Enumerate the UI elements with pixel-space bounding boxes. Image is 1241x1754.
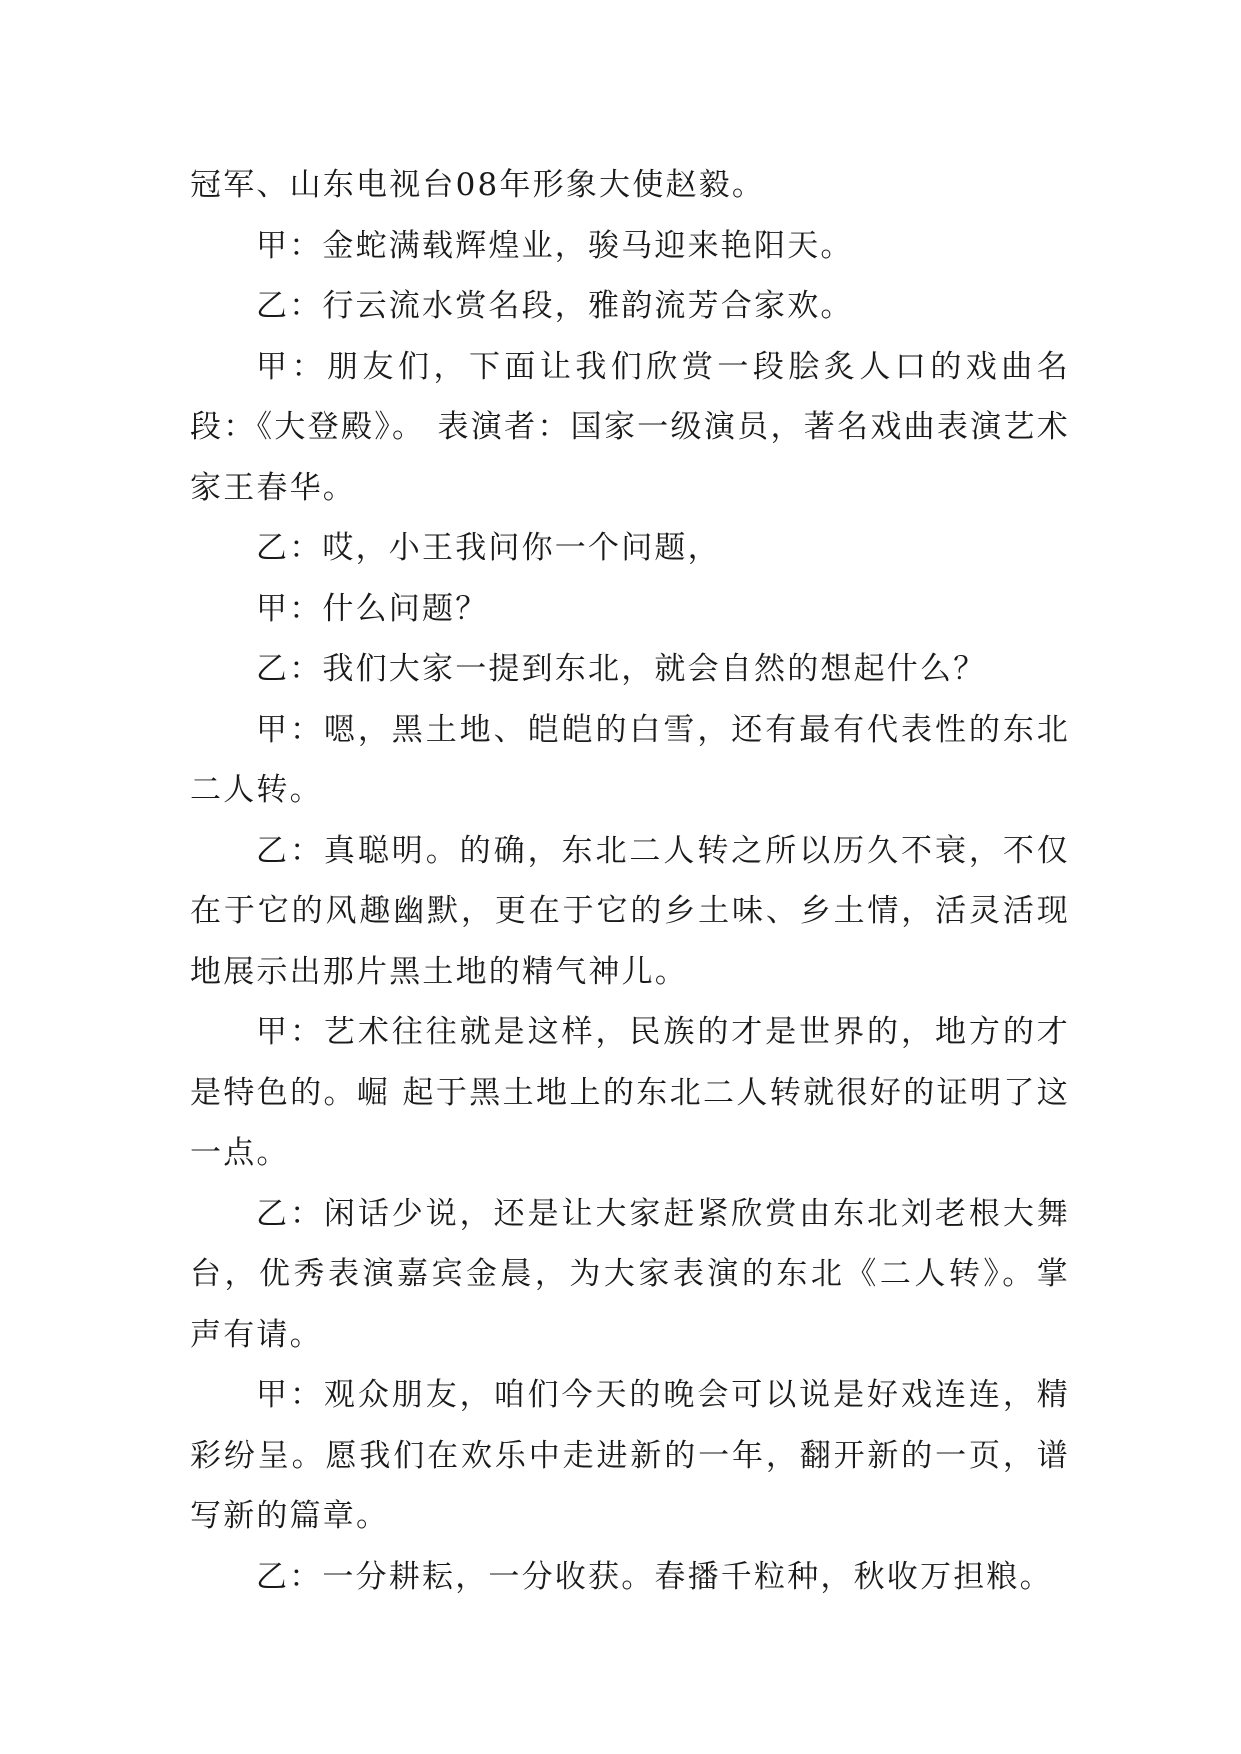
paragraph-13: 乙：一分耕耘，一分收获。春播千粒种，秋收万担粮。	[256, 1558, 1053, 1595]
paragraph-12: 甲：观众朋友，咱们今天的晚会可以说是好戏连连，精彩纷呈。愿我们在欢乐中走进新的一年，翻开新的一页，谱写新的篇章。	[190, 1377, 1070, 1534]
paragraph-4: 甲：朋友们，下面让我们欣赏一段脍炙人口的戏曲名段：《大登殿》。 表演者：国家一级演员，著名戏曲表演艺术家王春华。	[190, 348, 1070, 506]
paragraph-7: 乙：我们大家一提到东北，就会自然的想起什么？	[256, 651, 987, 687]
paragraph-8: 甲：嗯，黑土地、皑皑的白雪，还有最有代表性的东北二人转。	[190, 711, 1070, 808]
paragraph-6: 甲：什么问题？	[256, 590, 489, 627]
document-body	[190, 155, 1070, 1607]
paragraph-11: 乙：闲话少说，还是让大家赶紧欣赏由东北刘老根大舞台，优秀表演嘉宾金晨，为大家表演的东北《二人转》。掌声有请。	[190, 1195, 1070, 1353]
paragraph-1: 冠军、山东电视台08年形象大使赵毅。	[190, 167, 766, 203]
paragraph-5: 乙：哎，小王我问你一个问题，	[256, 530, 721, 566]
paragraph-3: 乙：行云流水赏名段，雅韵流芳合家欢。	[256, 288, 854, 324]
paragraph-10: 甲：艺术往往就是这样，民族的才是世界的，地方的才是特色的。崛 起于黑土地上的东北二人转就很好的证明了这一点。	[190, 1014, 1070, 1171]
paragraph-2: 甲：金蛇满载辉煌业，骏马迎来艳阳天。	[256, 227, 854, 264]
paragraph-9: 乙：真聪明。的确，东北二人转之所以历久不衰，不仅在于它的风趣幽默，更在于它的乡土味、乡土情，活灵活现地展示出那片黑土地的精气神儿。	[190, 832, 1070, 990]
